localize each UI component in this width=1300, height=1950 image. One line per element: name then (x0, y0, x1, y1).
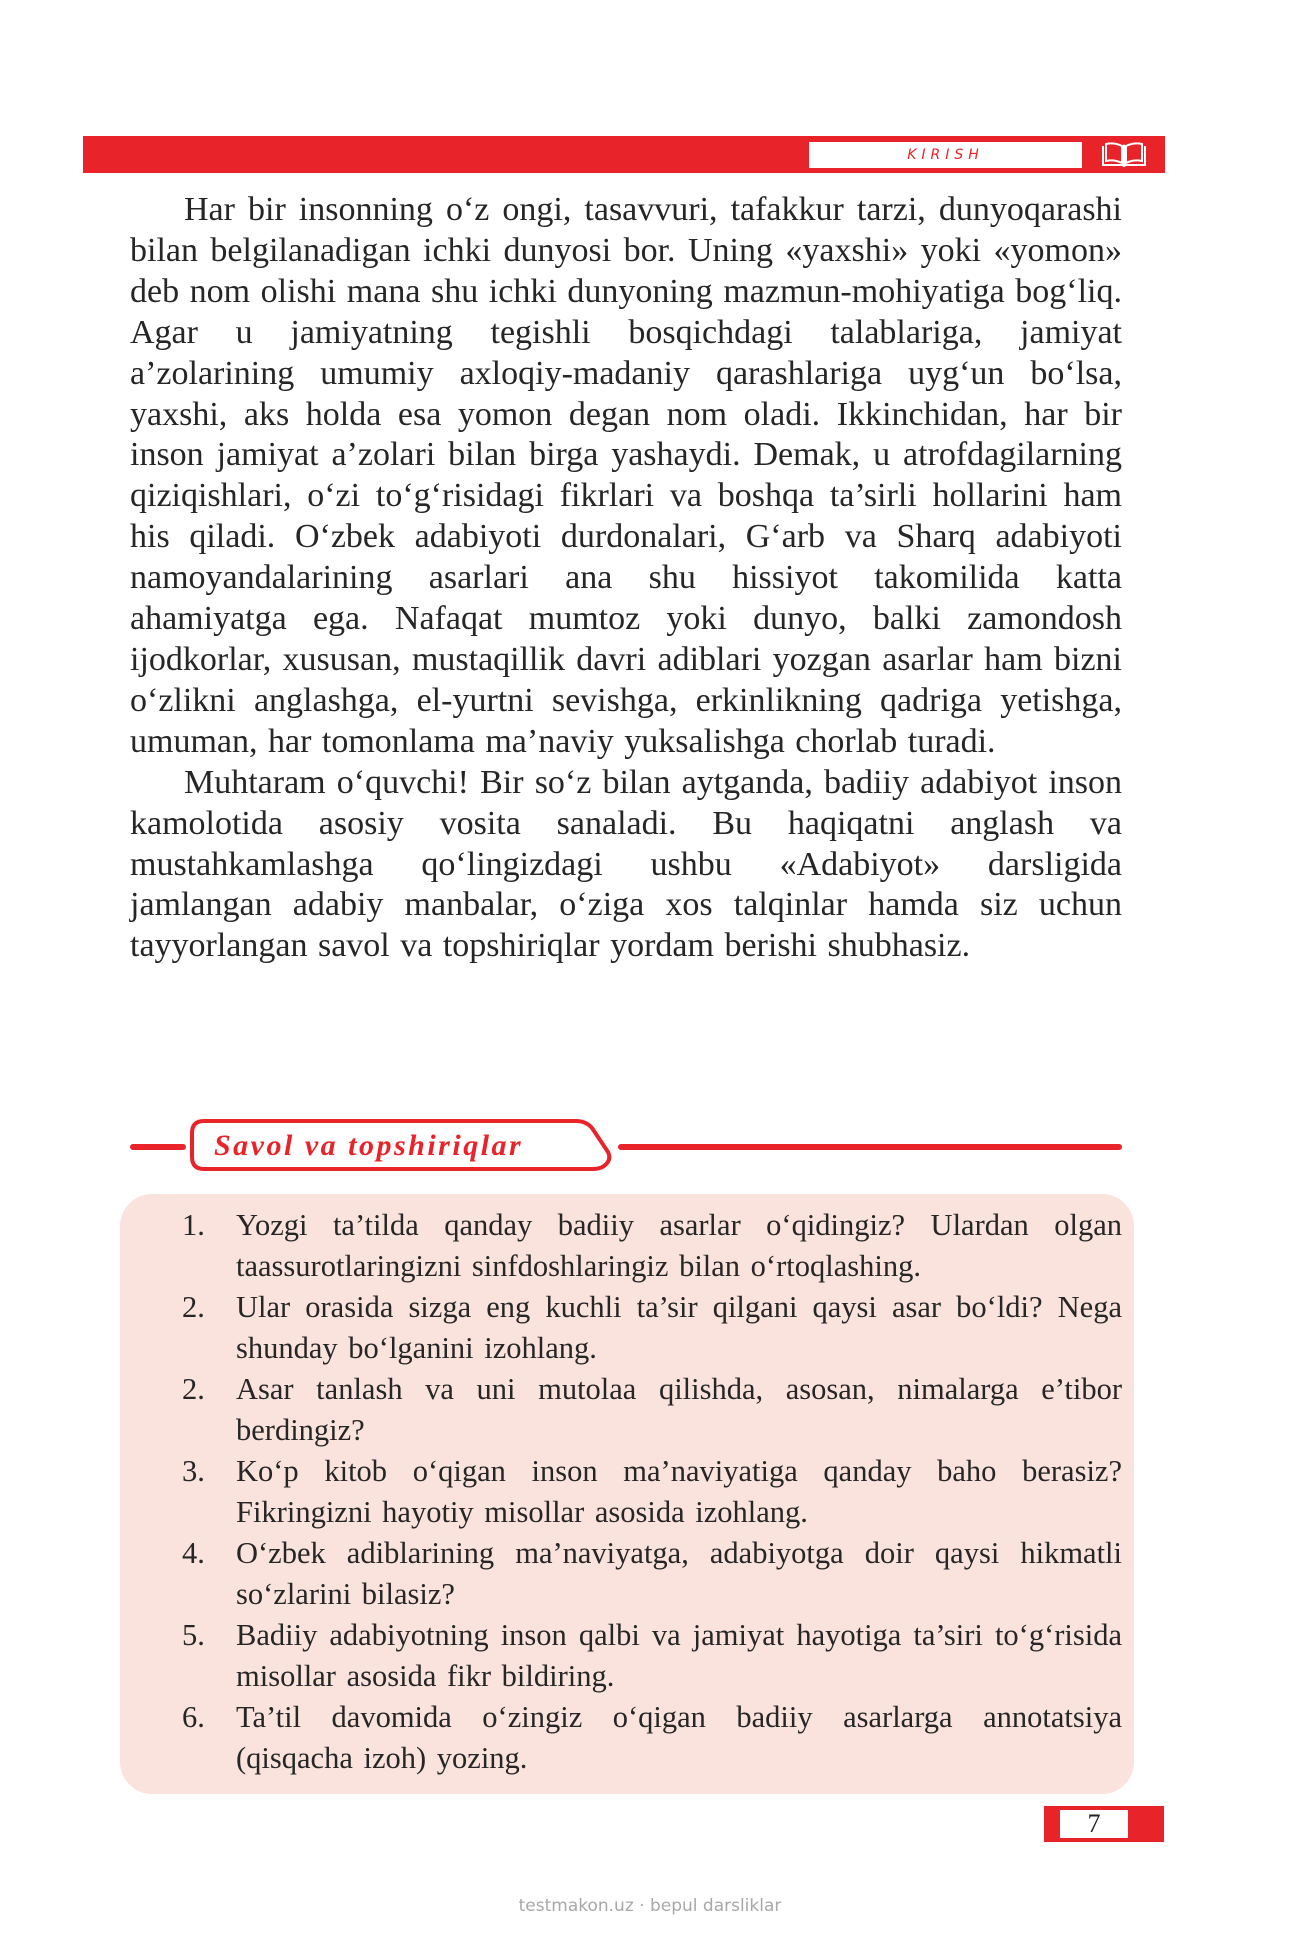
paragraph-1: Har bir insonning o‘z ongi, tasavvuri, tafakkur tarzi, dunyoqarashi bilan belgilanadigan ichki dunyosi bor. Uning «yaxshi» yoki «yomon» deb nom olishi mana shu ichki dunyoning mazmun-mohiyatiga bog‘liq. Agar u jamiyatning tegishli bosqichdagi talablariga, jamiyat a’zolarining umumiy axloqiy-madaniy qarashlariga uyg‘un bo‘lsa, yaxshi, aks holda esa yomon degan nom oladi. Ikkinchidan, har bir inson jamiyat a’zolari bilan birga yashaydi. Demak, u atrofdagilarning qiziqishlari, o‘zi to‘g‘risidagi fikrlari va boshqa ta’sirli hollarini ham his qiladi. O‘zbek adabiyoti durdonalari, G‘arb va Sharq adabiyoti namoyandalarining asarlari ana shu hissiyot takomilida katta ahamiyatga ega. Nafaqat mumtoz yoki dunyo, balki zamondosh ijodkorlar, xususan, mustaqillik davri adiblari yozgan asarlar ham bizni o‘zlikni anglashga, el-yurtni sevishga, erkinlikning qadriga yetishga, umuman, har tomonlama ma’naviy yuksalishga chorlab turadi. (130, 191, 1122, 760)
question-text: Ko‘p kitob o‘qigan inson ma’naviyatiga qanday baho berasiz? Fikringizni hayotiy misollar asosida izohlang. (236, 1454, 1122, 1529)
question-text: Yozgi ta’tilda qanday badiiy asarlar o‘qidingiz? Ulardan olgan taassurotlaringizni sinfdoshlaringiz bilan o‘rtoqlashing. (236, 1208, 1122, 1283)
question-text: O‘zbek adiblarining ma’naviyatga, adabiyotga doir qaysi hikmatli so‘zlarini bilasiz? (236, 1536, 1122, 1611)
question-item (130, 1697, 1122, 1779)
question-text: Ular orasida sizga eng kuchli ta’sir qilgani qaysi asar bo‘ldi? Nega shunday bo‘lganini izohlang. (236, 1290, 1122, 1365)
question-number: 1. (182, 1208, 205, 1242)
question-item (130, 1615, 1122, 1697)
questions-title: Savol va topshiriqlar (214, 1129, 524, 1162)
question-text: Asar tanlash va uni mutolaa qilishda, asosan, nimalarga e’tibor berdingiz? (236, 1372, 1122, 1447)
book-icon (1098, 140, 1150, 170)
question-item (130, 1287, 1122, 1369)
question-number: 6. (182, 1700, 205, 1734)
question-item (130, 1533, 1122, 1615)
question-number: 2. (182, 1290, 205, 1324)
question-number: 2. (182, 1372, 205, 1406)
question-text: Badiiy adabiyotning inson qalbi va jamiyat hayotiga ta’siri to‘g‘risida misollar asosida fikr bildiring. (236, 1618, 1122, 1693)
body-text (130, 190, 1122, 967)
question-number: 5. (182, 1618, 205, 1652)
divider-right (618, 1144, 1122, 1150)
paragraph-2: Muhtaram o‘quvchi! Bir so‘z bilan aytganda, badiiy adabiyot inson kamolotida asosiy vosita sanaladi. Bu haqiqatni anglash va mustahkamlashga qo‘lingizdagi ushbu «Adabiyot» darsligida jamlangan adabiy manbalar, o‘ziga xos talqinlar hamda siz uchun tayyorlangan savol va topshiriqlar yordam berishi shubhasiz. (130, 763, 1122, 965)
question-text: Ta’til davomida o‘zingiz o‘qigan badiiy asarlarga annotatsiya (qisqacha izoh) yozing. (236, 1700, 1122, 1775)
watermark: testmakon.uz · bepul darsliklar (518, 1896, 782, 1916)
divider-left (130, 1144, 186, 1150)
question-item (130, 1451, 1122, 1533)
question-number: 3. (182, 1454, 205, 1488)
page-number: 7 (1060, 1810, 1128, 1838)
questions-list (130, 1205, 1122, 1779)
question-item (130, 1205, 1122, 1287)
section-label: KIRISH (809, 142, 1082, 168)
question-number: 4. (182, 1536, 205, 1570)
question-item (130, 1369, 1122, 1451)
